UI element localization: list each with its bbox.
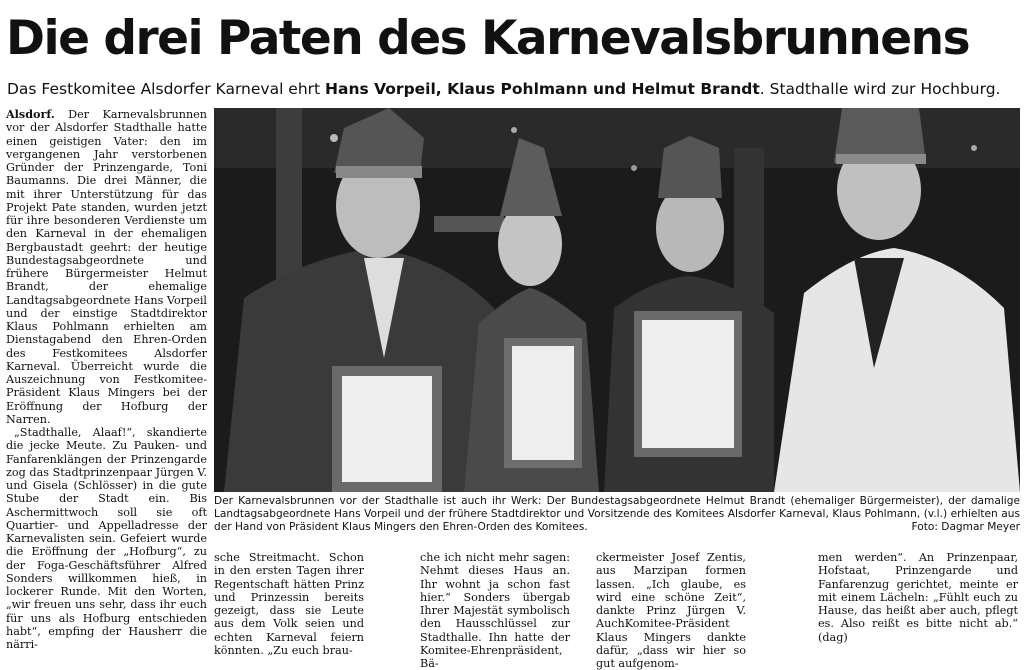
article-column-2: [214, 551, 364, 657]
column-3-text: che ich nicht mehr sagen: Nehmt dieses Haus an. Ihr wohnt ja schon fast hier.“ Sonders übergab Ihrer Majestät symbolisch den Hausschlüssel zur Stadthalle. Ihn hatte der Komitee-Ehrenpräsident, Bä-: [420, 551, 570, 670]
subhead-outro: . Stadthalle wird zur Hochburg.: [759, 80, 1001, 98]
column-4-text: ckermeister Josef Zentis, aus Marzipan formen lassen. „Ich glaube, es wird eine schöne Zeit“, dankte Prinz Jürgen V. AuchKomitee-Präsident Klaus Mingers dankte dafür, „dass wir hier so gut aufgenom-: [596, 551, 746, 670]
photo-caption: [214, 495, 1020, 547]
paragraph-2: „Stadthalle, Alaaf!“, skandierte die jecke Meute. Zu Pauken- und Fanfarenklängen der Prinzengarde zog das Stadtprinzenpaar Jürgen V. und Gisela (Schlösser) in die gute Stube der Stadt ein. Bis Aschermittwoch soll sie oft Quartier- und Appelladresse der Karnevalisten sein. Gefeiert wurde die Eröffnung der „Hofburg“, zu der Foga-Geschäftsführer Alfred Sonders willkommen hieß, in lockerer Runde. Mit den Worten, „wir freuen uns sehr, dass ihr euch für uns als Hofburg entschieden habt“, empfing der Hausherr die närri-: [6, 426, 207, 651]
headline: Die drei Paten des Karnevalsbrunnens: [6, 11, 970, 66]
photo-credit: Foto: Dagmar Meyer: [911, 521, 1020, 533]
subhead-names: Hans Vorpeil, Klaus Pohlmann und Helmut Brandt: [325, 80, 760, 98]
article-column-4: [596, 551, 746, 670]
article-column-5: [818, 551, 1018, 644]
subhead-intro: Das Festkomitee Alsdorfer Karneval ehrt: [7, 80, 326, 98]
column-2-text: sche Streitmacht. Schon in den ersten Tagen ihrer Regentschaft hätten Prinz und Prinzessin bereits gezeigt, dass sie Leute aus dem Volk seien und echten Karneval feiern könnten. „Zu euch brau-: [214, 551, 364, 657]
dateline: Alsdorf.: [6, 107, 55, 121]
subheadline: [7, 76, 1017, 102]
caption-text: Der Karnevalsbrunnen vor der Stadthalle ist auch ihr Werk: Der Bundestagsabgeordnete Helmut Brandt (ehemaliger Bürgermeister), der damalige Landtagsabgeordnete Hans Vorpeil und der frühere Stadtdirektor und Vorsitzende des Komitees Alsdorfer Karneval, Klaus Pohlmann, (v.l.) erhielten aus der Hand von Präsident Klaus Mingers den Ehren-Orden des Komitees.: [214, 495, 1020, 533]
paragraph-1: [6, 108, 207, 426]
article-column-3: [420, 551, 570, 670]
paragraph-1-text: Der Karnevalsbrunnen vor der Alsdorfer Stadthalle hatte einen geistigen Vater: den im vergangenen Jahr verstorbenen Gründer der Prinzengarde, Toni Baumanns. Die drei Männer, die mit ihrer Unterstützung für das Projekt Pate standen, wurden jetzt für ihre besonderen Verdienste um den Karneval in der ehemaligen Bergbaustadt geehrt: der heutige Bundestagsabgeordnete und frühere Bürgermeister Helmut Brandt, der ehemalige Landtagsabgeordnete Hans Vorpeil und der einstige Stadtdirektor Klaus Pohlmann erhielten am Dienstagabend den Ehren-Orden des Festkomitees Alsdorfer Karneval. Überreicht wurde die Auszeichnung von Festkomitee-Präsident Klaus Mingers bei der Eröffnung der Hofburg der Narren.: [6, 108, 207, 426]
article-column-1: [6, 107, 207, 651]
column-5-text: men werden“. An Prinzenpaar, Hofstaat, Prinzengarde und Fanfarenzug gerichtet, meinte er mit einem Lächeln: „Fühlt euch zu Hause, das heißt aber auch, pflegt es. Also reißt es bitte nicht ab.“ (dag): [818, 551, 1018, 644]
photo-illustration: [214, 108, 1020, 492]
news-photo: [214, 108, 1020, 492]
